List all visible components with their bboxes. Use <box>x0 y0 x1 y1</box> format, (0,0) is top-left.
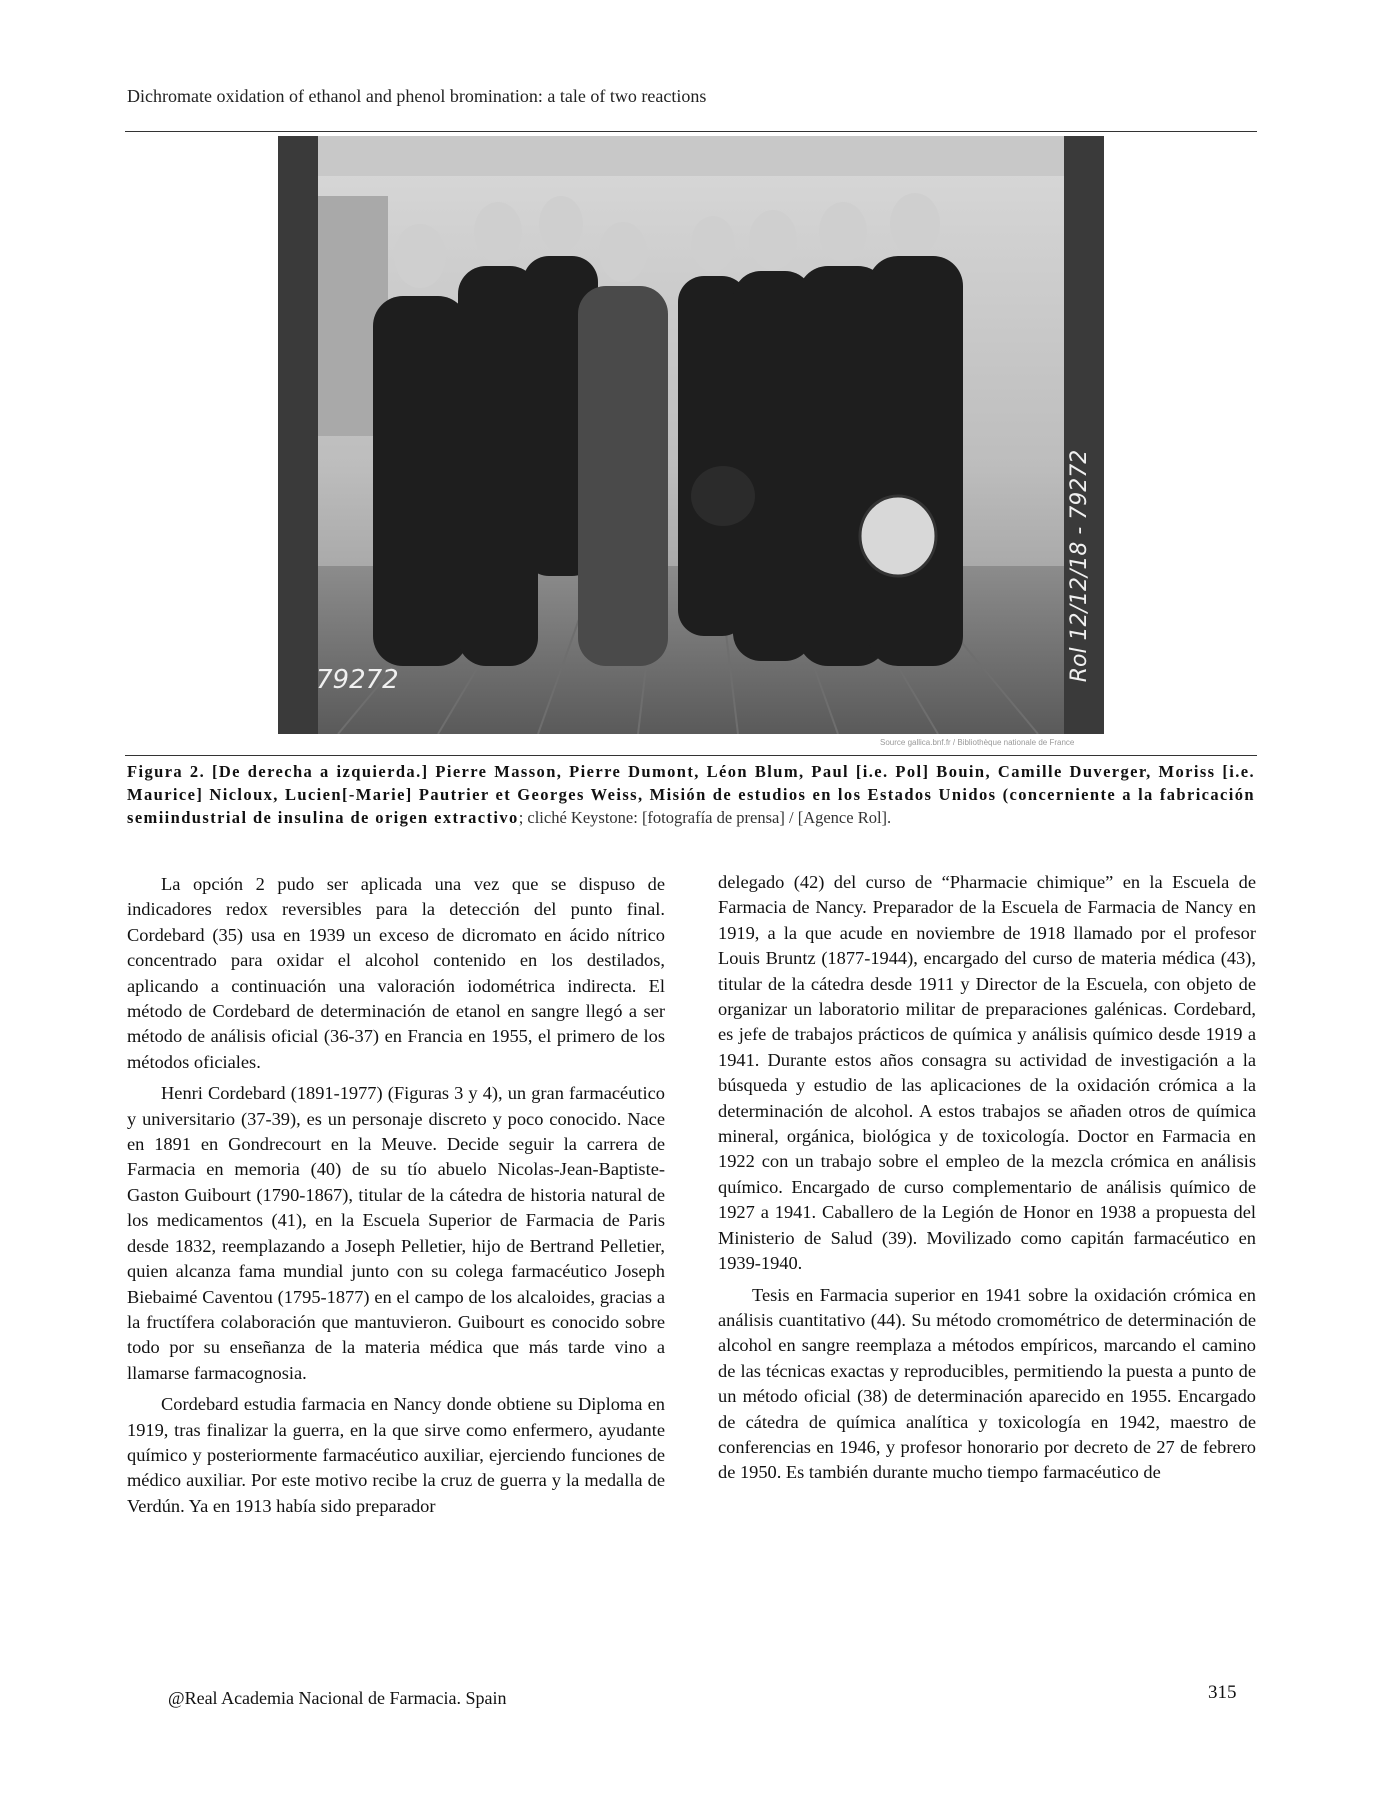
plate-number: 79272 <box>316 665 399 695</box>
header-rule <box>125 131 1257 132</box>
right-column <box>718 870 1256 1492</box>
figure-caption <box>127 760 1255 829</box>
paragraph: Henri Cordebard (1891-1977) (Figuras 3 y 4), un gran farmacéutico y universitario (37-39), es un personaje discreto y poco conocido. Nace en 1891 en Gondrecourt en la Meuve. Decide seguir la carrera de Farmacia en memoria (40) de su tío abuelo Nicolas-Jean-Baptiste-Gaston Guibourt (1790-1867), titular de la cátedra de historia natural de los medicamentos (41), en la Escuela Superior de Farmacia de Paris desde 1832, reemplazando a Joseph Pelletier, hijo de Bertrand Pelletier, quien alcanza fama mundial junto con su colega farmacéutico Joseph Biebaimé Caventou (1795-1877) en el campo de los alcaloides, gracias a la fructífera colaboración que mantuvieron. Guibourt es conocido sobre todo por su enseñanza de la materia médica que más tarde vino a llamarse farmacognosia. <box>127 1083 665 1383</box>
paragraph: La opción 2 pudo ser aplicada una vez que se dispuso de indicadores redox reversibles para la detección del punto final. Cordebard (35) usa en 1939 un exceso de dicromato en ácido nítrico concentrado para oxidar el alcohol contenido en los destilados, aplicando a continuación una valoración iodométrica indirecta. El método de Cordebard de determinación de etanol en sangre llegó a ser método de análisis oficial (36-37) en Francia en 1955, el primero de los métodos oficiales. <box>127 874 665 1072</box>
caption-plain: ; cliché Keystone: [fotografía de prensa] / [Agence Rol]. <box>518 808 892 827</box>
running-title: Dichromate oxidation of ethanol and phenol bromination: a tale of two reactions <box>127 86 707 106</box>
paragraph: Tesis en Farmacia superior en 1941 sobre la oxidación crómica en análisis cuantitativo (44). Su método cromométrico de determinación de alcohol en sangre reemplaza a métodos empíricos, marcando el camino de las técnicas exactas y reproducibles, permitiendo la puesta a punto de un método oficial (38) de determinación aparecido en 1955. Encargado de cátedra de química analítica y toxicología en 1942, maestro de conferencias en 1946, y profesor honorario por decreto de 27 de febrero de 1950. Es también durante mucho tiempo farmacéutico de <box>718 1284 1256 1483</box>
caption-bold: Figura 2. [De derecha a izquierda.] Pierre Masson, Pierre Dumont, Léon Blum, Paul [i.e. Pol] Bouin, Camille Duverger, Moriss [i.e. Maurice] Nicloux, Lucien[-Marie] Pautrier et Georges Weiss, Misión de estudios en los Estados Unidos (concerniente a la fabricación semiindustrial de insulina de origen extractivo <box>127 762 1255 827</box>
left-column <box>127 872 665 1525</box>
footer-publisher: @Real Academia Nacional de Farmacia. Spain <box>168 1688 507 1708</box>
paragraph: Cordebard estudia farmacia en Nancy donde obtiene su Diploma en 1919, tras finalizar la guerra, en la que sirve como enfermero, ayudante químico y posteriormente farmacéutico auxiliar, ejerciendo funciones de médico auxiliar. Por este motivo recibe la cruz de guerra y la medalla de Verdún. Ya en 1913 había sido preparador <box>127 1394 665 1516</box>
photo-side-note: Rol 12/12/18 - 79272 <box>1067 449 1092 683</box>
photo-credit: Source gallica.bnf.fr / Bibliothèque nationale de France <box>880 738 1075 747</box>
page-number: 315 <box>1208 1682 1237 1703</box>
paragraph: delegado (42) del curso de “Pharmacie chimique” en la Escuela de Farmacia de Nancy. Preparador de la Escuela de Farmacia de Nancy en 1919, a la que acude en noviembre de 1918 llamado por el profesor Louis Bruntz (1877-1944), encargado del curso de materia médica (43), titular de la cátedra desde 1911 y Director de la Escuela, con objeto de organizar un laboratorio militar de preparaciones galénicas. Cordebard, es jefe de trabajos prácticos de química y análisis químico desde 1919 a 1941. Durante estos años consagra su actividad de investigación a la búsqueda y estudio de las aplicaciones de la oxidación crómica a la determinación de alcohol. A estos trabajos se añaden otros de química mineral, orgánica, biológica y de toxicología. Doctor en Farmacia en 1922 con un trabajo sobre el empleo de la mezcla crómica en análisis químico. Encargado de curso complementario de análisis químico de 1927 a 1941. Caballero de la Legión de Honor en 1938 a propuesta del Ministerio de Salud (39). Movilizado como capitán farmacéutico en 1939-1940. <box>718 872 1256 1274</box>
figure-photo <box>278 136 1104 734</box>
group-portrait-image <box>278 136 1104 734</box>
caption-rule <box>125 755 1257 756</box>
